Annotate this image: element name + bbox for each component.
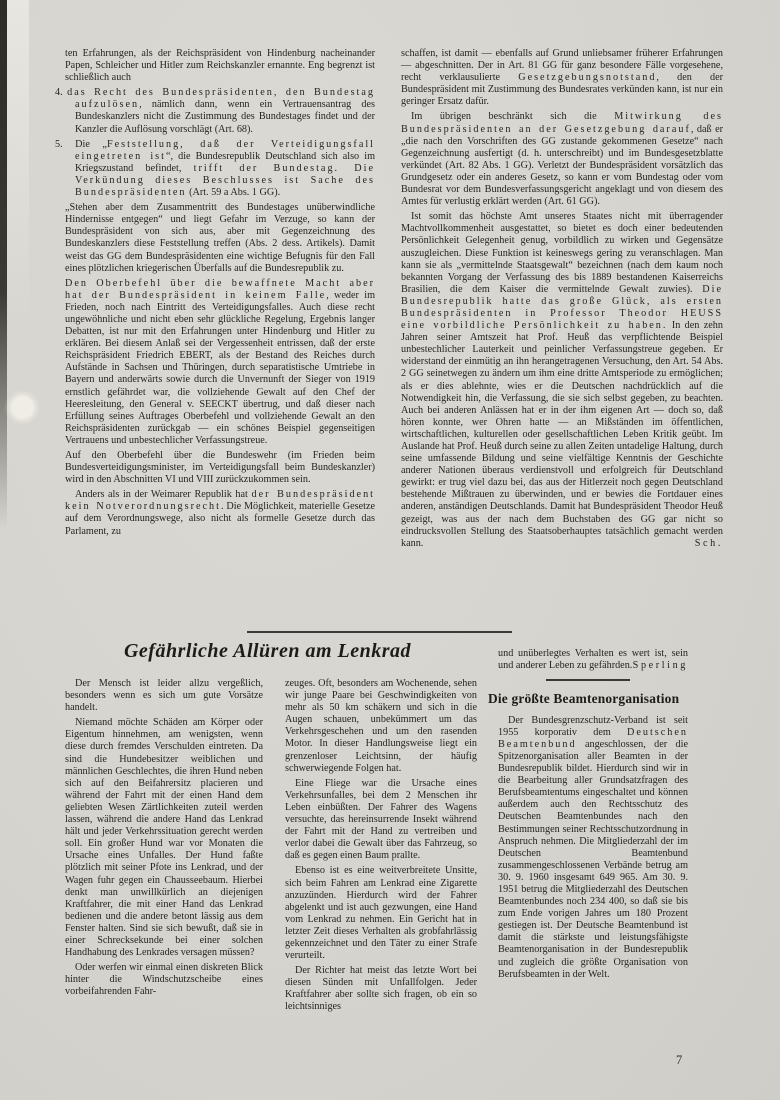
text-segment: , nämlich dann, wenn ein Vertrauensantrag des Bundeskanzlers nicht die Zustimmung des Bundestages findet und der Kanzler die Auflösung vorschlägt (Art. 68).: [75, 99, 375, 135]
text-segment: Die „: [75, 138, 107, 150]
paragraph: [401, 111, 723, 208]
text-segment: Oder werfen wir einmal einen diskreten Blick hinter die Windschutzscheibe eines vorbeifahrenden Fahr-: [65, 962, 263, 998]
text-segment: Der Richter hat meist das letzte Wort bei diesen Sünden mit Unfallfolgen. Jeder Kraftfahrer aber sollte sich fragen, ob ein so leichtsinniges: [285, 965, 477, 1013]
page-number: 7: [676, 1053, 683, 1067]
paragraph: [65, 717, 263, 959]
article-end-rule: [546, 679, 630, 681]
paragraph: [285, 965, 477, 1013]
text-segment: Im übrigen beschränkt sich die: [411, 111, 615, 123]
paragraph: [285, 678, 477, 775]
text-segment: Deutschen Beamtenbund: [498, 726, 688, 750]
text-segment: angeschlossen, der die Spitzenorganisation aller Beamten in der Bundesrepublik bildet. Hierdurch sind wir in die Bearbeitung aller Grundsatzfragen des Berufsbeamtentums eingeschaltet und können außerdem auch den Rechtsschutz des Deutschen Beamtenbundes nach den Bestimmungen seiner Rechtsschutzordnung in Anspruch nehmen. Die Mitgliederzahl der im Deutschen Beamtenbund zusammengeschlossenen Verbände betrug am 30. 9. 1960 insgesamt 649 965. Am 30. 9. 1951 betrug die Mitgliederzahl des Deutschen Beamtenbundes noch 234 400, so daß sie bis zum Ende vorigen Jahres um 180 Prozent gestiegen ist. Der Deutsche Beamtenbund ist damit die stärkste und leistungsfähigste Beamtenorganisation in der Bundesrepublik und zugleich die größte Organisation von Berufsbeamten in der Welt.: [498, 738, 688, 980]
text-segment: Gesetzgebungsnotstand: [518, 72, 657, 84]
section-divider-rule: [247, 631, 512, 633]
paragraph: [285, 865, 477, 962]
top-article-right-column: [391, 48, 723, 632]
scan-edge-shadow: [0, 0, 7, 530]
text-segment: Feststellung, daß der Verteidigungsfall eingetreten ist: [75, 138, 376, 162]
paragraph: [65, 450, 375, 486]
text-segment: zeuges. Oft, besonders am Wochenende, sehen wir junge Paare bei Geschwindigkeiten von mehr als 50 km schäkern und sich in die Augen schauen, unbekümmert um das Verkehrsgeschehen und um den rasenden Motor. In dieser Handlungsweise liegt ein grenzenloser Leichtsinn, der häufig schwerwiegende Folgen hat.: [285, 678, 477, 774]
text-segment: das Recht des Bundespräsidenten, den Bundestag aufzulösen: [67, 87, 376, 111]
text-segment: Die Bundesrepublik hatte das große Glück, als ersten Bundespräsidenten in Professor Theodor HEUSS eine vorbildliche Persönlichkeit zu haben.: [401, 283, 723, 332]
bottom-column-3: [488, 648, 688, 984]
text-segment: schaffen, ist damit — ebenfalls auf Grund unliebsamer früherer Erfahrungen — abgeschnitten. Der in Art. 81 GG für ganz besondere Fälle vorgesehene, recht verklausulierte: [401, 48, 723, 84]
author-signature: Sperling: [632, 660, 688, 672]
text-segment: Ist somit das höchste Amt unseres Staates nicht mit überragender Machtvollkommenheit ausgestattet, so bietet es doch einer bedeutenden Persönlichkeit Gelegenheit genug, vorbildlich zu wirken und Gegensätze auszugleichen. Diese Funktion ist keineswegs gering zu veranschlagen. Man kann sie als „vermittelnde Staatsgewalt“ bezeichnen (nach dem kaum noch bekannten Vorgang der Verfassung des bis 1889 bestandenen Kaiserreichs Brasilien, die dem Kaiser die vermittelnde Gewalt zuwies).: [401, 211, 723, 295]
text-segment: , den der Bundespräsident mit Zustimmung des Bundesrates verkünden kann, ist nur ein geringer Ersatz dafür.: [401, 72, 723, 108]
text-segment: In den zehn Jahren seiner Amtszeit hat Prof. Heuß das verpflichtende Beispiel unbestechlicher Lauterkeit und peinlicher Verfassungstreue gegeben. Er widerstand der einmütig an ihn herangetragenen Versuchung, den Art. 54 Abs. 2 GG seinetwegen zu ändern um ihm eine dritte Amtsperiode zu ermöglichen; als er dies ablehnte, wies er die Deutschen nachdrücklich auf die Notwendigkeit hin, die Verfassung, die sie sich selbst gegeben, zu beachten. Auch bei anderen Anlässen hat er in der ihm eigenen Art — doch so, daß hören konnte, wer Ohren hatte — an Mißständen im öffentlichen, wirtschaftlichen, kulturellen oder gesellschaftlichen Leben Kritik geübt. Im Auslande hat Prof. Heuß durch seine zu allen Zeiten untadelige Haltung, durch seine umfassende Bildung und seine vielfältige Kenntnis der Geschichte anderer Nationen überaus verdienstvoll und erfolgreich für Deutschland gewirkt: er trug viel dazu bei, das aus der Hitlerzeit noch gegen Deutschland bestehende Mißtrauen zu überwinden, und er bewies die Fortdauer eines anderen, anständigen Deutschlands. Damit hat Bundespräsident Theodor Heuß gezeigt, was aus der nach dem Buchstaben des GG gar nicht so eindrucksvollen Stellung des Staatsoberhauptes tatsächlich gemacht werden kann.: [401, 320, 723, 549]
paragraph: [498, 715, 688, 981]
paragraph: [65, 962, 263, 998]
text-segment: Der Mensch ist leider allzu vergeßlich, besonders wenn es sich um gute Vorsätze handelt.: [65, 678, 263, 714]
text-segment: trifft der Bundestag. Die Verkündung dieses Beschlusses ist Sache des Bundespräsidenten: [75, 162, 375, 199]
paragraph: [65, 202, 375, 275]
paragraph: [65, 278, 375, 447]
list-number: 5.: [55, 138, 76, 150]
text-segment: Niemand möchte Schäden am Körper oder Eigentum hinnehmen, am wenigsten, wenn diese durch fremdes Verschulden eintreten. Da sind die Hundebesitzer weiblichen und männlichen Geschlechtes, die ihren Hund neben sich auf den Beifahrersitz placieren und während der Fahrt mit der einen Hand dem geliebten Wesen Zärtlichkeiten zuteil werden lassen, während die andere Hand das Lenkrad hält und jeder Verkehrssituation gerecht werden soll. Ein großer Hund war vor Monaten die Ursache eines Unfalles. Der Hund faßte plötzlich mit seiner Pfote ins Lenkrad, und der Wagen fuhr gegen ein Chausseebaum. Hierbei denkt man unwillkürlich an diejenigen Kraftfahrer, die mit einer Hand das Lenkrad bedienen und die andere betont lässig aus dem Fenster halten. Sind sie sich bewußt, daß sie in einer Schrecksekunde bei einer solchen Handhabung des Lenkrades versagen müssen?: [65, 717, 263, 959]
text-segment: Den Oberbefehl über die bewaffnete Macht aber hat der Bundespräsident in keinem Falle: [65, 277, 375, 301]
paragraph: [65, 489, 375, 537]
page-curl-highlight: [7, 0, 29, 330]
bottom-column-1: [55, 678, 263, 1001]
text-segment: Eine Fliege war die Ursache eines Verkehrsunfalles, bei dem 2 Menschen ihr Leben einbüßten. Der Fahrer des Wagens versuchte, das hereinsurrende Insekt während der Fahrt mit der Hand zu vertreiben und verlor dabei die Gewalt über das Fahrzeug, so daß es gegen einen Baum prallte.: [285, 777, 477, 862]
text-segment: , weder im Frieden, noch nach Eintritt des Verteidigungsfalles. Auch diese recht ungewöhnliche und nicht eben sehr glückliche Regelung, Ergebnis langer Debatten, ist nur mit den Erfahrungen unter Hindenburg und Hitler zu erklären. Bei diesem Anlaß sei der Vergessenheit entrissen, daß der erste Reichspräsident Friedrich EBERT, als der Bestand des Reiches durch Aufstände in Sachsen und Thüringen, durch separatistische Umtriebe in Bayern und anderwärts sowie durch die Unvernunft der Sieger von 1919 ernstlich gefährdet war, die vollziehende Gewalt auf den Chef der Heeresleitung, den General v. SEECKT übertrug, und daß dieser nach Erfüllung seines Auftrages Oberbefehl und vollziehende Gewalt an den Reichspräsidenten zurückgab — ein schönes Beispiel gegenseitigen Vertrauens und unbestechlicher Verfassungstreue.: [65, 289, 375, 446]
text-segment: Anders als in der Weimarer Republik hat: [75, 489, 252, 501]
paragraph: [401, 48, 723, 108]
text-segment: Der Bundesgrenzschutz-Verband ist seit 1955 korporativ dem: [498, 714, 688, 738]
text-segment: und unüberlegtes Verhalten es wert ist, sein und anderer Leben zu gefährden.: [498, 648, 688, 672]
text-segment: „Stehen aber dem Zusammentritt des Bundestages unüberwindliche Hindernisse entgegen“ und liegt Gefahr im Verzuge, so kann der Bundespräsident von sich aus, aber mit Gegenzeichnung des Bundeskanzlers diese Feststellung treffen (Abs. 2 dess. Artikels). Damit weist das GG dem Bundespräsidenten eine wichtige Befugnis für den Fall eines plötzlichen kriegerischen Überfalls auf die Bundesrepublik zu.: [65, 202, 375, 274]
text-segment: ten Erfahrungen, als der Reichspräsident von Hindenburg nacheinander Papen, Schleicher und Hitler zum Reichskanzler ernannte. Eng begrenzt ist schließlich auch: [65, 48, 375, 84]
paragraph: [65, 678, 263, 714]
paragraph: [498, 648, 688, 672]
paragraph: [401, 211, 723, 550]
article-title-beamten: Die größte Beamtenorganisation: [488, 690, 680, 706]
article-lenkrad-ending: [488, 648, 688, 672]
bottom-column-2: [275, 678, 477, 1017]
text-segment: Ebenso ist es eine weitverbreitete Unsitte, sich beim Fahren am Lenkrad eine Zigarette anzuzünden. Hierdurch wird der Fahrer abgelenkt und ist auch gezwungen, eine Hand vom Lenkrad zu nehmen. Ein Gericht hat in letzter Zeit dieses Verhalten als grobfahrlässig gekennzeichnet und den Täter zu einer Strafe verurteilt.: [285, 865, 477, 962]
article-beamten-body: [488, 715, 688, 981]
article-title-lenkrad: Gefährliche Allüren am Lenkrad: [123, 640, 412, 662]
text-segment: . Die Möglichkeit, materielle Gesetze auf dem Verordnungswege, also nicht als formelle Gesetze durch das Parlament, zu: [65, 501, 375, 537]
text-segment: Auf den Oberbefehl über die Bundeswehr (im Frieden beim Bundesverteidigungsminister, im Verteidigungsfall beim Bundeskanzler) wird in den Abschnitten VI und VIII zurückzukommen sein.: [65, 450, 375, 486]
text-segment: (Art. 59 a Abs. 1 GG).: [186, 187, 281, 199]
text-segment: “, die Bundesrepublik Deutschland sich also im Kriegszustand befindet,: [75, 150, 375, 174]
top-article-left-column: [55, 48, 375, 632]
paragraph: [55, 87, 376, 135]
text-segment: , daß er „die nach den Vorschriften des GG zustande gekommenen Gesetze“ nach Gegenzeichnung ausfertigt (d. h. unterschreibt) und im Bundesgesetzblatte verkündet (Art. 82 Abs. 1 GG). Verletzt der Bundespräsident vorsätzlich das Grundgesetz oder ein anderes Gesetz, so kann er vom Bundestag oder vom Bundesrat vor dem Bundesverfassungsgericht angeklagt und von diesem des Amtes für verlustig erklärt werden (Art. 61 GG).: [401, 123, 723, 208]
paragraph: [65, 48, 375, 84]
text-segment: der Bundespräsident kein Notverordnungsrecht: [65, 489, 375, 513]
article-bundespraesident: [55, 48, 723, 632]
paragraph: [285, 778, 477, 863]
author-signature: Sch.: [694, 537, 723, 549]
list-number: 4.: [55, 87, 68, 99]
punch-hole: [11, 396, 34, 419]
paragraph: [55, 138, 376, 199]
text-segment: Mitwirkung des Bundespräsidenten an der Gesetzgebung darauf: [401, 111, 723, 135]
